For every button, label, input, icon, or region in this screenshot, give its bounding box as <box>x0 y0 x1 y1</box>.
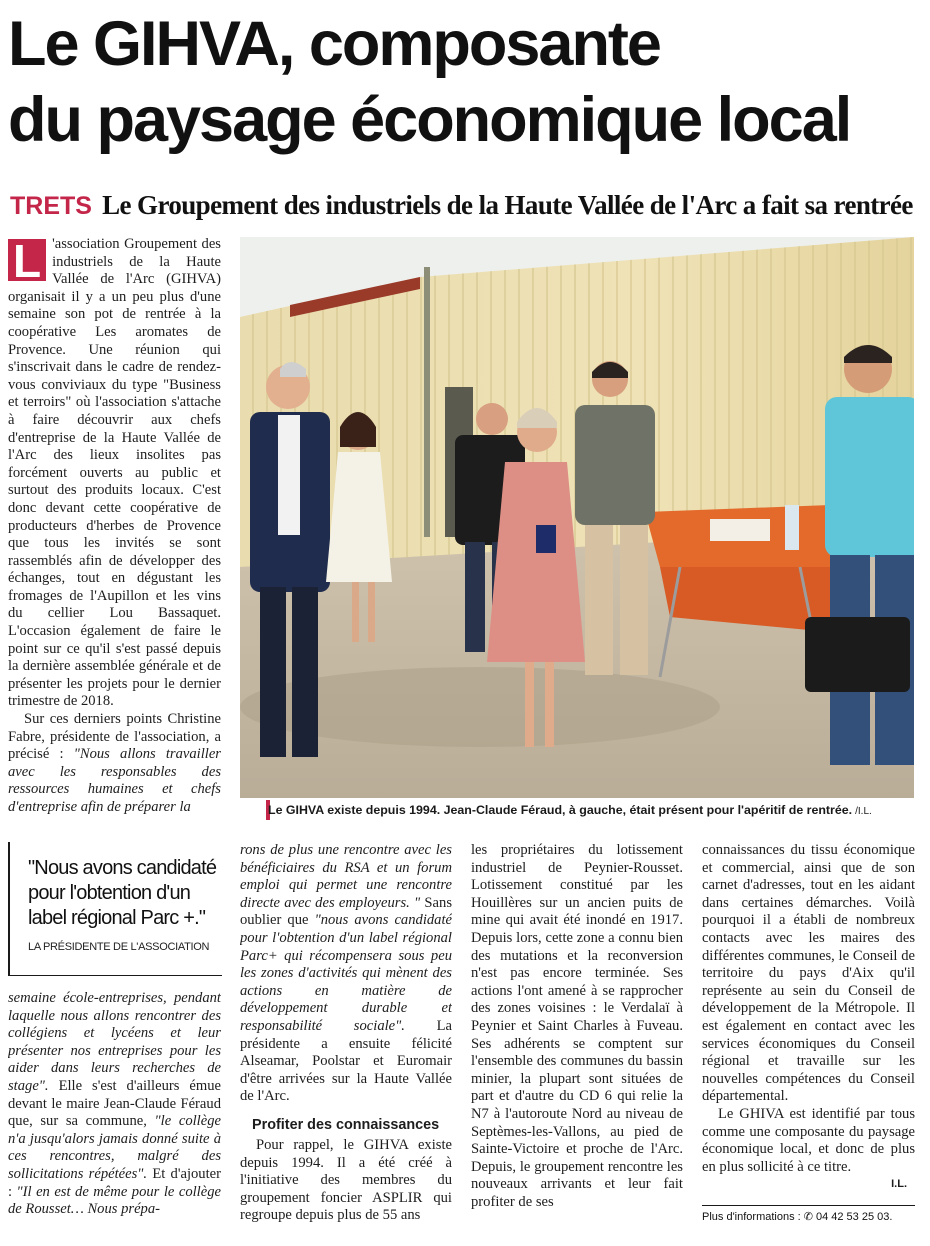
author-signature: I.L. <box>891 1178 907 1191</box>
photo-credit: /I.L. <box>855 806 872 817</box>
paragraph-history: Pour rappel, le GIHVA existe depuis 1994. Il a été créé à l'initiative des membres du groupement foncier ASPLIR qui regroupe depuis plus de 55 ans <box>240 1136 452 1224</box>
paragraph-intro: L 'association Groupement des industriels de la Haute Vallée de l'Arc (GIHVA) organisait il y a un peu plus d'une semaine son pot de rentrée à la coopérative Les aromates de Provence. Une réunion qui s'inscrivait dans le cadre de rendez-vous conviviaux du type "Business et terroirs" où l'association s'attache à faire découvrir aux chefs d'entreprise de la Haute Vallée de l'Arc des lieux insolites pas forcément ouverts au public et surtout des produits locaux. C'est donc devant cette coopérative de producteurs d'herbes de Provence que tous les invités se sont rassemblés afin de développer des échanges, tout en dégustant les fromages de l'Aupillon et les vins du cellier Lou Bassaquet. L'occasion également de faire le point sur ce qu'il s'est passé depuis la dernière assemblée générale et de présenter les projets pour le dernier trimestre de 2018. <box>8 236 221 710</box>
paragraph-president: Sur ces derniers points Christine Fabre, présidente de l'association, a précisé : "Nous allons travailler avec les responsables des ressources humaines et chefs d'entreprise afin de préparer la <box>8 711 221 815</box>
article-column-4: connaissances du tissu économique et commercial, ainsi que de son carnet d'adresses, tout en les aidant dans certaines démarches. Voilà pourquoi il a établi de nombreux contacts avec les maires des différentes communes, le Conseil de territoire du pays d'Aix qu'il représente au sein du Conseil de développement de la Métropole. Il est également en contact avec les services économiques du Conseil régional et travaille sur les nouvelles compétences du Conseil départemental. Le GHIVA est identifié par tous comme une composante du paysage économique local, et donc de plus en plus sollicité à ce titre. I.L. <box>702 842 915 1197</box>
article-column-1 <box>8 236 221 821</box>
subheadline-text: Le Groupement des industriels de la Haute Vallée de l'Arc a fait sa rentrée <box>102 190 913 220</box>
phone-number: ✆ 04 42 53 25 03. <box>803 1211 893 1223</box>
article-photo <box>240 237 914 798</box>
location-kicker: TRETS <box>10 192 92 220</box>
photo-caption-text: Le GIHVA existe depuis 1994. Jean-Claude Féraud, à gauche, était présent pour l'apéritif de rentrée. <box>268 803 853 817</box>
headline-line-1: Le GIHVA, composante <box>8 9 660 79</box>
contact-info <box>702 1205 915 1224</box>
headline <box>8 6 923 158</box>
section-subhead: Profiter des connaissances <box>252 1116 440 1133</box>
contact-label: Plus d'informations : <box>702 1211 801 1223</box>
photo-caption <box>268 802 918 820</box>
pull-quote <box>8 842 222 976</box>
article-column-3: les propriétaires du lotissement industriel de Peynier-Rousset. Lotissement constitué par les Houillères sur un ancien puits de mine qui avait été inondé en 1917. Depuis lors, cette zone a connu bien des mutations et la reconversion n'est pas encore terminée. Ses actions l'ont amené à se rapprocher des zones voisines : le Verdalaï à Peynier et Saint Charles à Fuveau. Ses adhérents se comptent sur l'ensemble des communes du bassin minier, la plupart sont situées de part et d'autre du CD 6 qui relie la N7 à l'autoroute Nord au niveau de Septèmes-les-Vallons, au pied de Sainte-Victoire et proche de l'Arc. Depuis, le groupement rencontre les nouveaux arrivants et leur fait profiter de ses <box>471 842 683 1210</box>
subheadline <box>10 188 925 223</box>
article-column-1-continued: semaine école-entreprises, pendant laquelle nous allons rencontrer des collégiens et lycéens et leur présenter nos entreprises pour les aider dans leurs recherches de stage". Elle s'est d'ailleurs émue devant le maire Jean-Claude Féraud que, sur sa commune, "le collège n'a jusqu'alors jamais donné suite à ces rencontres, malgré des sollicitations répétées". Et d'ajouter : "Il en est de même pour le collège de Rousset… Nous prépa- <box>8 990 221 1218</box>
drop-cap: L <box>8 239 46 281</box>
paragraph-conclusion: Le GHIVA est identifié par tous comme une composante du paysage économique local, et donc de plus en plus sollicité à ce titre. <box>702 1105 915 1175</box>
pull-quote-text: "Nous avons candidaté pour l'obtention d'un label régional Parc +." <box>28 857 217 929</box>
headline-line-2: du paysage économique local <box>8 85 851 155</box>
pull-quote-source: LA PRÉSIDENTE DE L'ASSOCIATION <box>28 941 210 953</box>
article-column-2: rons de plus une rencontre avec les bénéficiaires du RSA et un forum emploi qui permet une rencontre directe avec des employeurs. " Sans oublier que "nous avons candidaté pour l'obtention d'un label régional Parc+ qui récompensera sous peu les zones d'activités qui mènent des actions en matière de développement durable et responsabilité sociale". La présidente a ensuite félicité Alseamar, Poolstar et Euromair d'être arrivées sur la Haute Vallée de l'Arc. Profiter des connaissances Pour rappel, le GIHVA existe depuis 1994. Il a été créé à l'initiative des membres du groupement foncier ASPLIR qui regroupe depuis plus de 55 ans <box>240 842 452 1224</box>
group-photo-illustration <box>240 237 914 798</box>
